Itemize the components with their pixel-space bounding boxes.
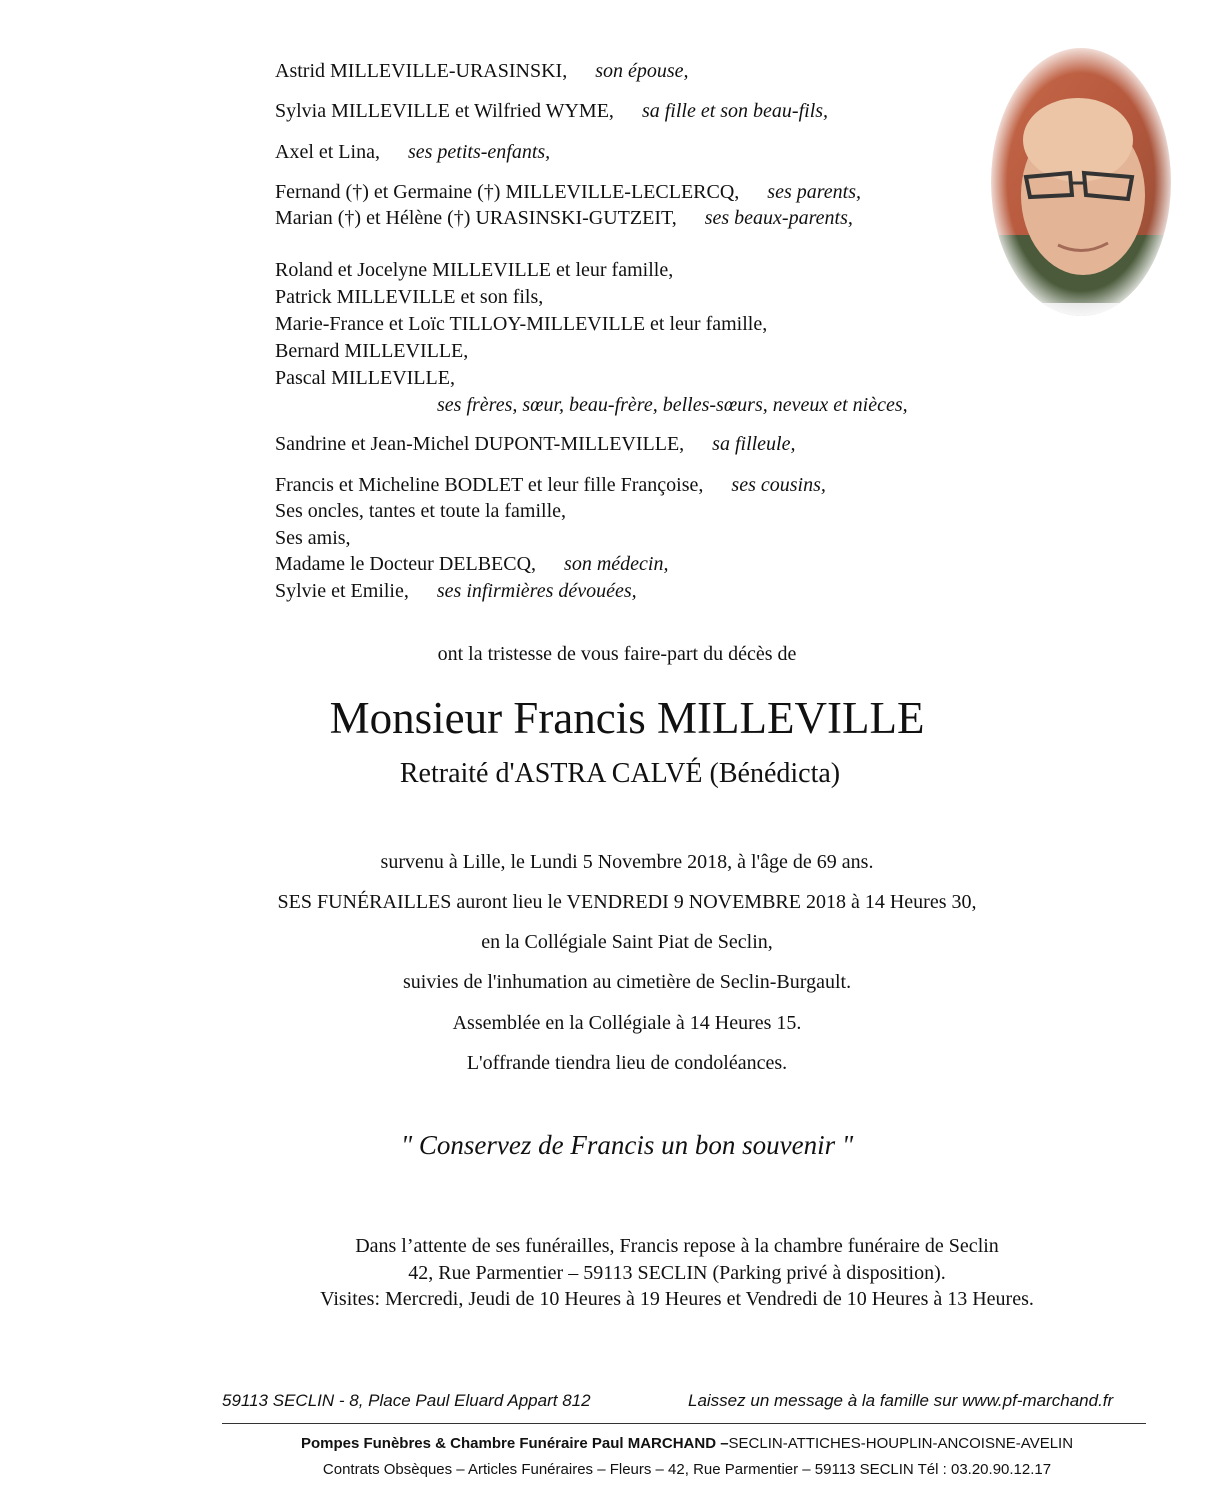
family-name: Fernand (†) et Germaine (†) MILLEVILLE-LECLERCQ, — [275, 181, 740, 203]
detail-line: SES FUNÉRAILLES auront lieu le VENDREDI 9 NOVEMBRE 2018 à 14 Heures 30, — [277, 891, 977, 913]
family-name: Marian (†) et Hélène (†) URASINSKI-GUTZEIT, — [275, 207, 677, 229]
other-name: Ses oncles, tantes et toute la famille, — [275, 500, 567, 522]
sibling-line: Bernard MILLEVILLE, — [275, 340, 469, 362]
other-name: Madame le Docteur DELBECQ, — [275, 553, 537, 575]
sibling-line: Pascal MILLEVILLE, — [275, 367, 455, 389]
other-line — [275, 580, 637, 603]
other-line — [275, 474, 826, 497]
sibling-line: Marie-France et Loïc TILLOY-MILLEVILLE et leur famille, — [275, 313, 768, 335]
other-name: Francis et Micheline BODLET et leur fille Françoise, — [275, 474, 704, 496]
other-line — [275, 433, 796, 456]
family-line — [275, 207, 853, 230]
footer-address: 59113 SECLIN - 8, Place Paul Eluard Appart 812 — [222, 1391, 591, 1410]
family-role: sa fille et son beau-fils, — [641, 100, 829, 122]
detail-line: survenu à Lille, le Lundi 5 Novembre 2018, à l'âge de 69 ans. — [380, 851, 874, 873]
other-line — [275, 527, 351, 550]
other-role: son médecin, — [564, 553, 669, 575]
family-name: Astrid MILLEVILLE-URASINSKI, — [275, 60, 568, 82]
family-name: Axel et Lina, — [275, 141, 380, 163]
detail-line: en la Collégiale Saint Piat de Seclin, — [481, 931, 773, 953]
family-name: Sylvia MILLEVILLE et Wilfried WYME, — [275, 100, 614, 122]
footer-company-towns: SECLIN-ATTICHES-HOUPLIN-ANCOISNE-AVELIN — [728, 1435, 1074, 1452]
deceased-name: Monsieur Francis MILLEVILLE — [329, 693, 925, 743]
siblings-role: ses frères, sœur, beau-frère, belles-sœurs, neveux et nièces, — [437, 394, 908, 416]
portrait-photo — [988, 45, 1174, 319]
family-role: ses parents, — [767, 181, 861, 203]
other-role: ses infirmières dévouées, — [436, 580, 637, 602]
other-role: sa filleule, — [712, 433, 796, 455]
visit-line: 42, Rue Parmentier – 59113 SECLIN (Parking privé à disposition). — [408, 1262, 946, 1284]
family-line — [275, 141, 550, 164]
family-role: ses petits-enfants, — [407, 141, 551, 163]
other-role: ses cousins, — [731, 474, 826, 496]
sibling-line: Roland et Jocelyne MILLEVILLE et leur famille, — [275, 259, 674, 281]
footer-message: Laissez un message à la famille sur www.pf-marchand.fr — [688, 1391, 1114, 1410]
other-line — [275, 500, 566, 523]
memorial-quote: " Conservez de Francis un bon souvenir " — [400, 1130, 854, 1160]
footer-divider — [222, 1423, 1146, 1424]
detail-line: L'offrande tiendra lieu de condoléances. — [466, 1052, 788, 1074]
footer-contracts: Contrats Obsèques – Articles Funéraires – Fleurs – 42, Rue Parmentier – 59113 SECLIN Tél : 03.20.90.12.17 — [322, 1461, 1052, 1478]
other-name: Sylvie et Emilie, — [275, 580, 409, 602]
other-name: Sandrine et Jean-Michel DUPONT-MILLEVILLE, — [275, 433, 685, 455]
family-line — [275, 181, 861, 204]
visit-line: Visites: Mercredi, Jeudi de 10 Heures à 19 Heures et Vendredi de 10 Heures à 13 Heures. — [320, 1288, 1034, 1310]
footer-company-name: Pompes Funèbres & Chambre Funéraire Paul MARCHAND – — [300, 1435, 729, 1452]
announcement: ont la tristesse de vous faire-part du décès de — [437, 643, 797, 665]
family-role: ses beaux-parents, — [704, 207, 853, 229]
family-role: son épouse, — [595, 60, 689, 82]
family-line — [275, 100, 828, 123]
family-line — [275, 60, 689, 83]
other-line — [275, 553, 668, 576]
footer-company — [0, 1435, 1214, 1452]
visit-line: Dans l’attente de ses funérailles, Francis repose à la chambre funéraire de Seclin — [355, 1235, 999, 1257]
detail-line: Assemblée en la Collégiale à 14 Heures 15. — [452, 1012, 802, 1034]
deceased-subtitle: Retraité d'ASTRA CALVÉ (Bénédicta) — [399, 758, 841, 789]
detail-line: suivies de l'inhumation au cimetière de Seclin-Burgault. — [402, 971, 852, 993]
other-name: Ses amis, — [275, 527, 351, 549]
sibling-line: Patrick MILLEVILLE et son fils, — [275, 286, 544, 308]
